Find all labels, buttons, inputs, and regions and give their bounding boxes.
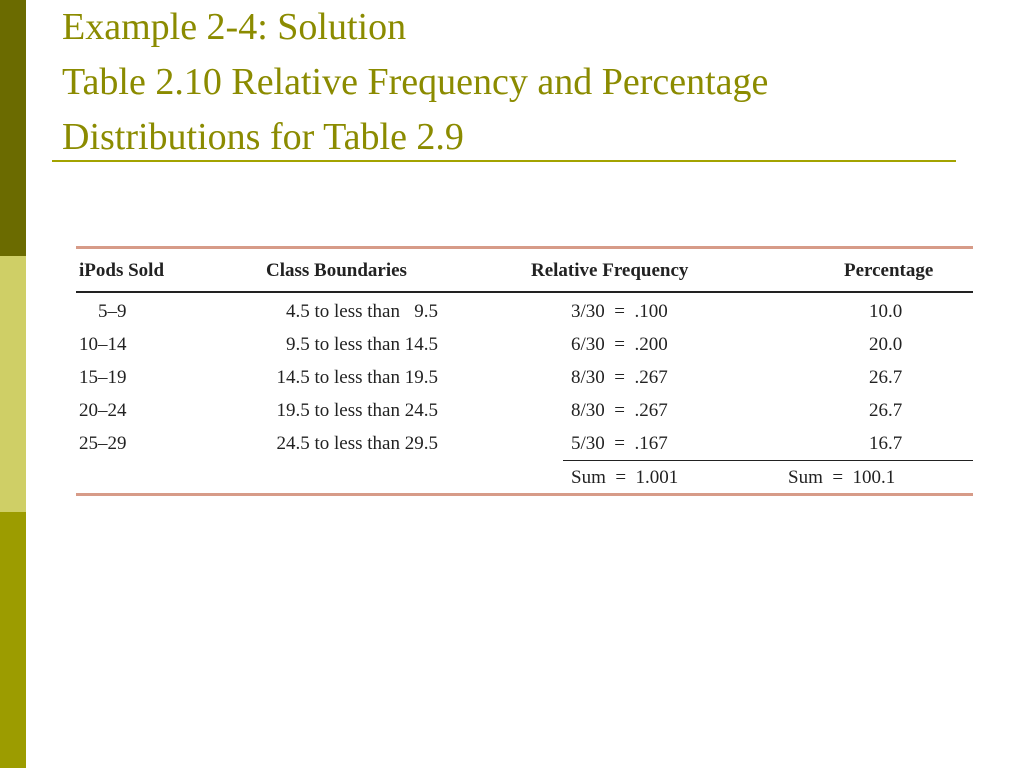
header-ipods-sold: iPods Sold — [79, 260, 165, 281]
title-line-3: Distributions for Table 2.9 — [62, 116, 464, 158]
cell-ipods-sold: 5–9 — [98, 301, 127, 322]
cell-class-boundaries: 14.5 to less than 19.5 — [276, 367, 438, 388]
cell-ipods-sold: 15–19 — [79, 367, 127, 388]
side-bar-segment-mid — [0, 512, 26, 768]
cell-class-boundaries: 9.5 to less than 14.5 — [286, 334, 438, 355]
slide-title — [62, 0, 962, 165]
cell-class-boundaries: 4.5 to less than 9.5 — [286, 301, 438, 322]
table-sum-row — [76, 461, 973, 493]
header-relative-frequency: Relative Frequency — [531, 260, 689, 281]
table-header-row — [76, 249, 973, 291]
cell-relative-frequency: 5/30 = .167 — [571, 433, 668, 454]
side-bar-segment-light — [0, 256, 26, 512]
cell-relative-frequency: 6/30 = .200 — [571, 334, 668, 355]
title-divider — [52, 160, 956, 162]
cell-ipods-sold: 10–14 — [79, 334, 127, 355]
cell-relative-frequency: 8/30 = .267 — [571, 400, 668, 421]
header-class-boundaries: Class Boundaries — [266, 260, 407, 281]
cell-relative-frequency: 3/30 = .100 — [571, 301, 668, 322]
header-percentage: Percentage — [844, 260, 934, 281]
cell-ipods-sold: 20–24 — [79, 400, 127, 421]
sum-percentage: Sum = 100.1 — [788, 467, 896, 488]
cell-percentage: 26.7 — [869, 400, 903, 421]
sum-relative-frequency: Sum = 1.001 — [571, 467, 679, 488]
table-row — [76, 328, 973, 361]
cell-class-boundaries: 24.5 to less than 29.5 — [276, 433, 438, 454]
table-row — [76, 295, 973, 328]
slide-side-bar — [0, 0, 26, 768]
table-header-rule — [76, 291, 973, 293]
cell-percentage: 20.0 — [869, 334, 903, 355]
cell-percentage: 10.0 — [869, 301, 903, 322]
table-row — [76, 427, 973, 460]
frequency-table — [76, 246, 973, 496]
table-row — [76, 361, 973, 394]
side-bar-segment-dark — [0, 0, 26, 256]
title-line-2: Table 2.10 Relative Frequency and Percentage — [62, 61, 769, 103]
cell-relative-frequency: 8/30 = .267 — [571, 367, 668, 388]
cell-class-boundaries: 19.5 to less than 24.5 — [276, 400, 438, 421]
table-row — [76, 394, 973, 427]
cell-percentage: 26.7 — [869, 367, 903, 388]
title-line-1: Example 2-4: Solution — [62, 6, 407, 48]
cell-ipods-sold: 25–29 — [79, 433, 127, 454]
cell-percentage: 16.7 — [869, 433, 903, 454]
